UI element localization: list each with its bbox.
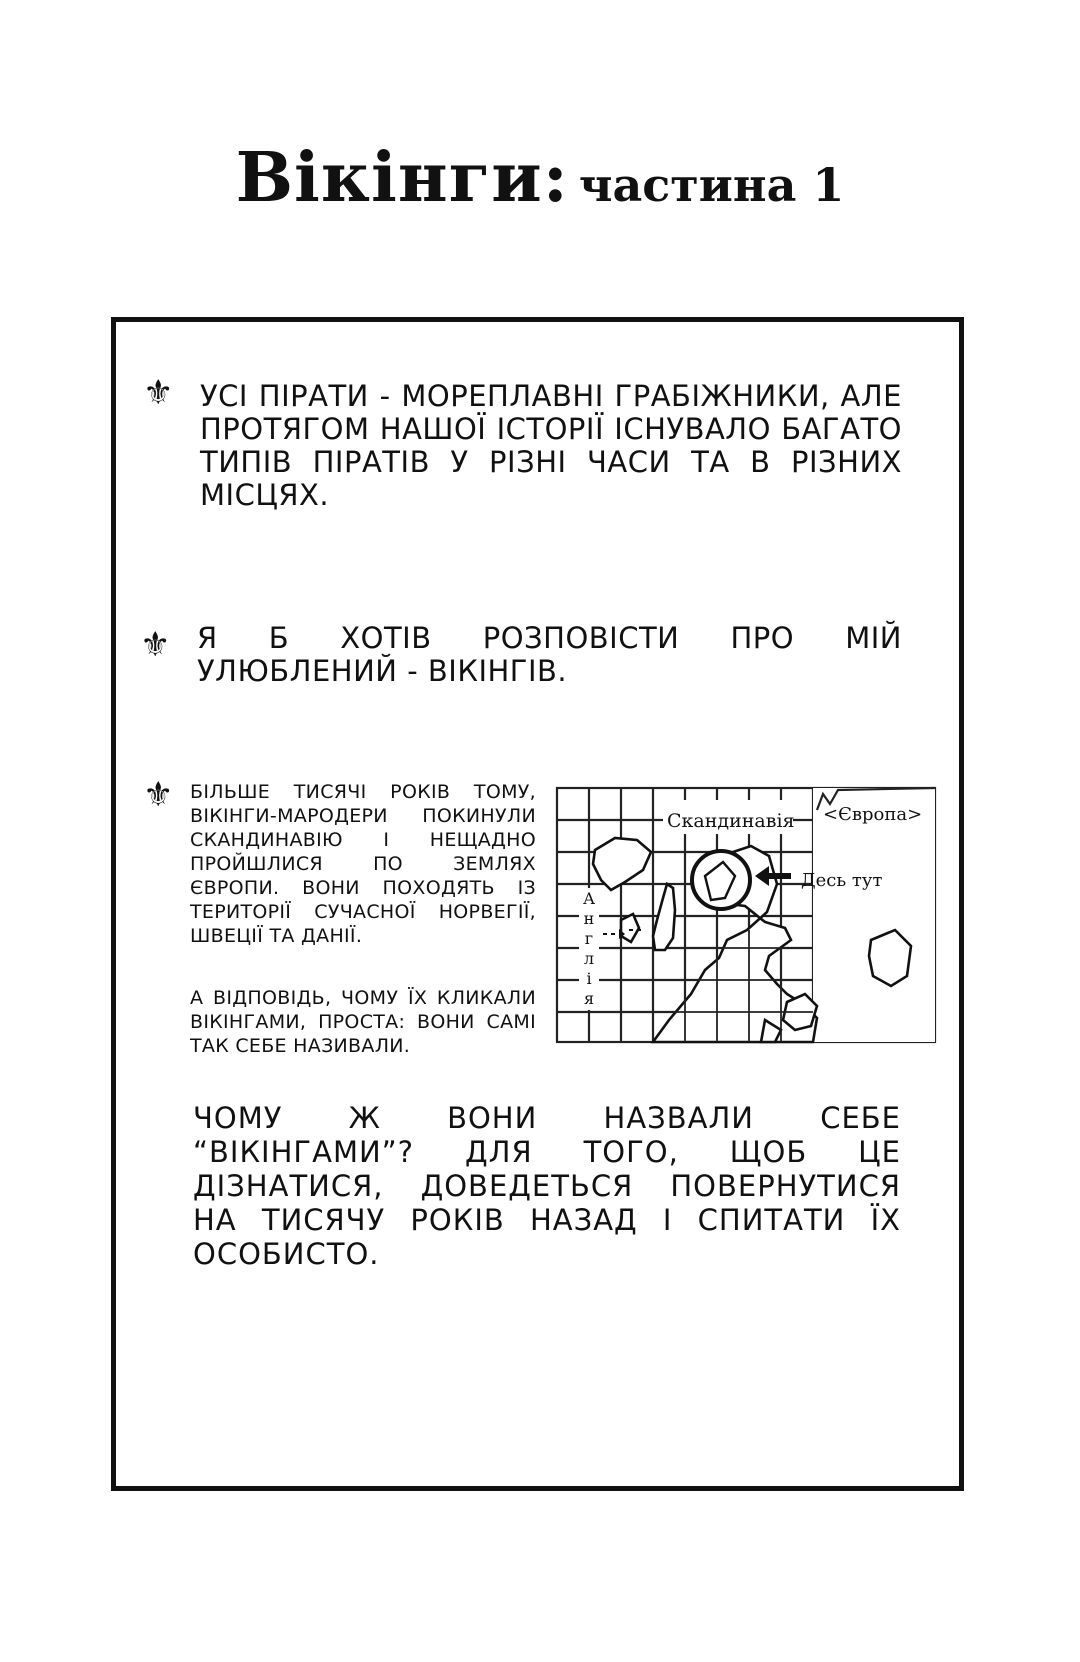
paragraph-history: БІЛЬШЕ ТИСЯЧІ РОКІВ ТОМУ, ВІКІНГИ-МАРОДЕРИ ПОКИНУЛИ СКАНДИНАВІЮ І НЕЩАДНО ПРОЙШЛИСЯ ПО ЗЕМЛЯХ ЄВРОПИ. ВОНИ ПОХОДЯТЬ ІЗ ТЕРИТОРІЇ СУЧАСНОЇ НОРВЕГІЇ, ШВЕЦІЇ ТА ДАНІЇ. [190, 781, 536, 947]
scandinavia-label: Скандинавія [667, 810, 795, 832]
fleur-de-lis-icon: ⚜ [143, 373, 174, 413]
title-main: Вікінги: [235, 138, 569, 218]
here-label: Десь тут [801, 870, 883, 891]
england-label [583, 889, 595, 1008]
paragraph-favorite: Я Б ХОТІВ РОЗПОВІСТИ ПРО МІЙ УЛЮБЛЕНИЙ - ВІКІНГІВ. [197, 621, 902, 688]
svg-text:г: г [584, 929, 594, 948]
svg-text:я: я [583, 989, 595, 1008]
here-circle [692, 851, 750, 909]
europe-label: <Європа> [823, 804, 923, 825]
europe-map [555, 780, 940, 1052]
svg-text:н: н [583, 909, 595, 928]
title-sub: частина 1 [578, 158, 845, 212]
fleur-de-lis-icon: ⚜ [143, 775, 174, 815]
svg-text:і: і [586, 969, 592, 988]
paragraph-answer: А ВІДПОВІДЬ, ЧОМУ ЇХ КЛИКАЛИ ВІКІНГАМИ, ПРОСТА: ВОНИ САМІ ТАК СЕБЕ НАЗИВАЛИ. [190, 987, 536, 1057]
paragraph-pirates: УСІ ПІРАТИ - МОРЕПЛАВНІ ГРАБІЖНИКИ, АЛЕ ПРОТЯГОМ НАШОЇ ІСТОРІЇ ІСНУВАЛО БАГАТО ТИПІВ ПІРАТІВ У РІЗНІ ЧАСИ ТА В РІЗНИХ МІСЦЯХ. [200, 379, 902, 512]
page-title [0, 138, 1080, 218]
fleur-de-lis-icon: ⚜ [140, 625, 171, 665]
svg-text:л: л [583, 949, 595, 968]
paragraph-question: ЧОМУ Ж ВОНИ НАЗВАЛИ СЕБЕ “ВІКІНГАМИ”? ДЛЯ ТОГО, ЩОБ ЦЕ ДІЗНАТИСЯ, ДОВЕДЕТЬСЯ ПОВЕРНУТИСЯ НА ТИСЯЧУ РОКІВ НАЗАД І СПИТАТИ ЇХ ОСОБИСТО. [193, 1101, 901, 1271]
svg-text:А: А [582, 889, 596, 908]
map-illustration [555, 780, 940, 1048]
